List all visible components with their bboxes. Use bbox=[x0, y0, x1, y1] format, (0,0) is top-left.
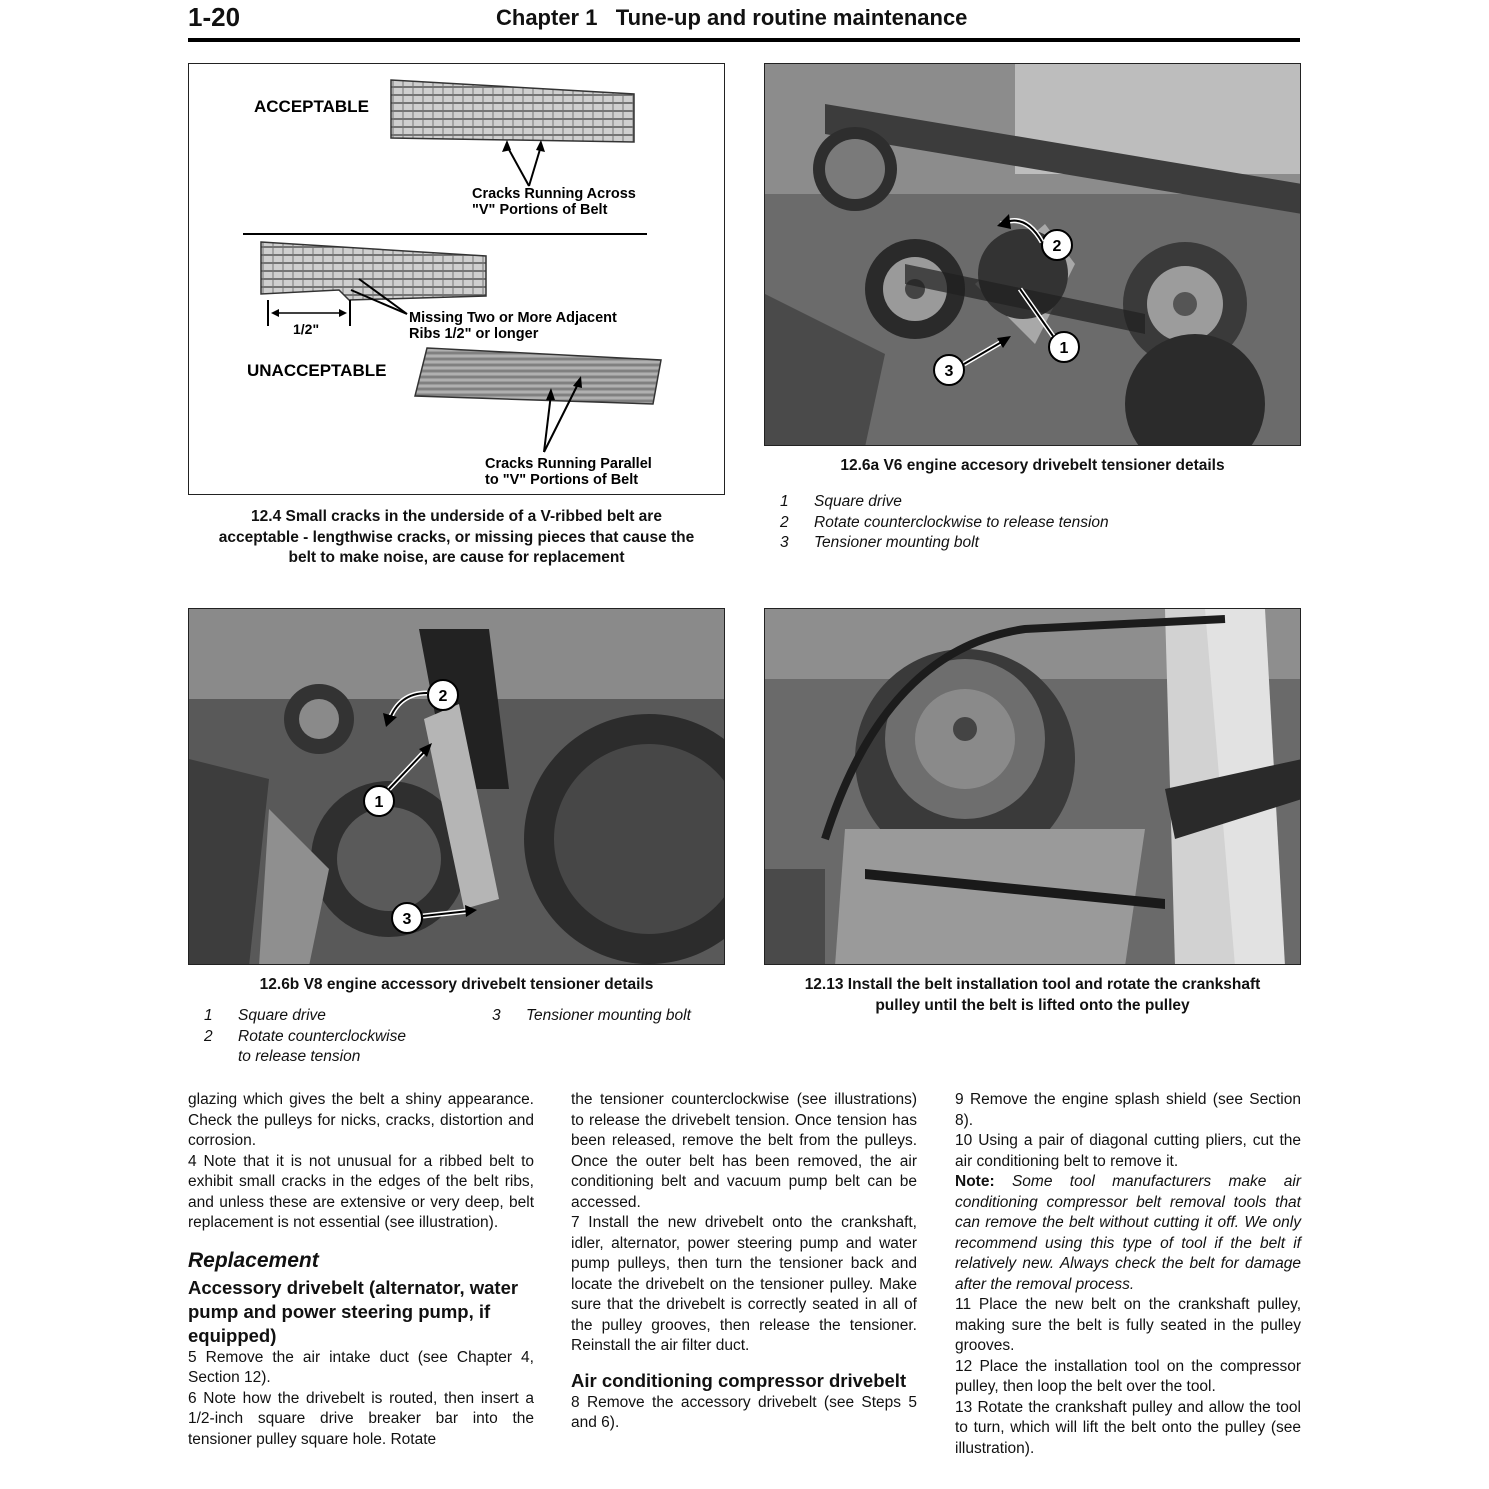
acceptable-belt bbox=[391, 80, 634, 142]
caption-12-4 bbox=[188, 507, 725, 569]
damaged-belt bbox=[261, 242, 486, 300]
caption-12-4-line-1: 12.4 Small cracks in the underside of a V-ribbed belt are bbox=[251, 508, 662, 525]
svg-text:3: 3 bbox=[402, 911, 412, 928]
callout-2 bbox=[428, 680, 458, 710]
legend-item: to release tension bbox=[238, 1048, 361, 1065]
paragraph-6: 6 Note how the drivebelt is routed, then insert a 1/2-inch square drive breaker bar into the tensioner pulley square hole. Rotate bbox=[188, 1389, 534, 1448]
callout-3 bbox=[934, 355, 964, 385]
text-column-2 bbox=[571, 1090, 917, 1434]
header-rule bbox=[188, 38, 1300, 42]
label-missing-2: Ribs 1/2" or longer bbox=[409, 326, 539, 342]
svg-text:2: 2 bbox=[438, 688, 448, 705]
legend-item: 2 Rotate counterclockwise to release tension bbox=[780, 513, 1109, 531]
figure-12-13 bbox=[764, 608, 1301, 965]
legend-12-6a bbox=[780, 492, 1300, 554]
legend-item: 1 Square drive bbox=[204, 1007, 326, 1024]
caption-12-13-line-1: 12.13 Install the belt installation tool and rotate the crankshaft bbox=[804, 976, 1261, 993]
paragraph-7: 7 Install the new drivebelt onto the crankshaft, idler, alternator, power steering pump and water pump pulleys, then turn the tensioner back and locate the drivebelt on the tensioner pulley. Make sure that the drivebelt is correctly seated in all of the pulley grooves, then release the tensioner. Reinstall the air filter duct. bbox=[571, 1214, 917, 1354]
v8-engine-photo bbox=[189, 609, 725, 965]
paragraph-9: 9 Remove the engine splash shield (see Section 8). bbox=[955, 1091, 1301, 1129]
paragraph: the tensioner counterclockwise (see illustrations) to release the drivebelt tension. Once tension has been released, remove the belt from the pulleys. Once the outer belt has been removed, the air conditioning belt and vacuum pump belt can be accessed. bbox=[571, 1091, 917, 1211]
figure-12-6a bbox=[764, 63, 1301, 446]
paragraph-11: 11 Place the new belt on the crankshaft pulley, making sure the belt is fully seated in the pulley grooves. bbox=[955, 1296, 1301, 1354]
ac-compressor-photo bbox=[765, 609, 1301, 965]
svg-text:1: 1 bbox=[1059, 340, 1069, 357]
legend-item: 3 Tensioner mounting bolt bbox=[780, 534, 979, 551]
note bbox=[955, 1172, 1301, 1295]
svg-text:3: 3 bbox=[944, 363, 954, 380]
caption-12-4-line-2: acceptable - lengthwise cracks, or missing pieces that cause the bbox=[218, 528, 695, 546]
callout-1 bbox=[364, 786, 394, 816]
label-unacceptable: UNACCEPTABLE bbox=[247, 361, 387, 380]
unacceptable-belt bbox=[415, 348, 661, 404]
caption-12-6b: 12.6b V8 engine accessory drivebelt tensioner details bbox=[259, 976, 654, 993]
page-number: 1-20 bbox=[188, 2, 241, 32]
caption-12-4-line-3: belt to make noise, are cause for replacement bbox=[288, 549, 625, 566]
label-cracks-across-2: "V" Portions of Belt bbox=[472, 202, 608, 218]
label-missing-1: Missing Two or More Adjacent bbox=[409, 310, 617, 326]
heading-ac-compressor-drivebelt: Air conditioning compressor drivebelt bbox=[571, 1369, 907, 1391]
svg-text:1: 1 bbox=[374, 794, 384, 811]
v6-engine-photo bbox=[765, 64, 1301, 446]
label-acceptable: ACCEPTABLE bbox=[254, 97, 369, 116]
caption-12-13-line-2: pulley until the belt is lifted onto the pulley bbox=[875, 996, 1190, 1014]
paragraph-8: 8 Remove the accessory drivebelt (see Steps 5 and 6). bbox=[571, 1393, 917, 1431]
figure-12-6b bbox=[188, 608, 725, 965]
legend-12-6b-item-3: 3 Tensioner mounting bolt bbox=[492, 1007, 691, 1024]
label-half-inch: 1/2" bbox=[293, 321, 320, 337]
caption-12-13 bbox=[764, 975, 1301, 1016]
callout-2 bbox=[1042, 230, 1072, 260]
paragraph-10: 10 Using a pair of diagonal cutting pliers, cut the air conditioning belt to remove it. bbox=[955, 1132, 1301, 1170]
heading-accessory-drivebelt: Accessory drivebelt (alternator, water pump and power steering pump, if equipped) bbox=[188, 1276, 519, 1346]
paragraph-12: 12 Place the installation tool on the compressor pulley, then loop the belt over the tool. bbox=[955, 1357, 1301, 1395]
svg-text:2: 2 bbox=[1052, 238, 1062, 255]
label-cracks-across-1: Cracks Running Across bbox=[472, 186, 636, 202]
label-parallel-1: Cracks Running Parallel bbox=[485, 456, 652, 472]
label-parallel-2: to "V" Portions of Belt bbox=[485, 472, 639, 488]
paragraph-13: 13 Rotate the crankshaft pulley and allow the tool to turn, which will lift the belt onto the pulley (see illustration). bbox=[955, 1398, 1301, 1457]
heading-replacement: Replacement bbox=[188, 1248, 319, 1272]
text-column-3 bbox=[955, 1090, 1301, 1459]
note-label: Note: bbox=[955, 1173, 995, 1190]
belt-wear-diagram bbox=[189, 64, 725, 495]
figure-12-4 bbox=[188, 63, 725, 495]
note-text: Some tool manufacturers make air conditioning compressor belt removal tools that can remove the belt without cutting it off. We only recommend using this type of tool if the belt if relatively new. Always check the belt for damage after the removal process. bbox=[955, 1173, 1301, 1293]
callout-1 bbox=[1049, 332, 1079, 362]
text-column-1 bbox=[188, 1090, 534, 1450]
legend-item: 2 Rotate counterclockwise bbox=[204, 1027, 406, 1045]
paragraph: glazing which gives the belt a shiny appearance. Check the pulleys for nicks, cracks, distortion and corrosion. bbox=[188, 1091, 534, 1149]
caption-12-6a: 12.6a V6 engine accesory drivebelt tensioner details bbox=[840, 457, 1225, 474]
paragraph-4: 4 Note that it is not unusual for a ribbed belt to exhibit small cracks in the edges of the belt ribs, and unless these are extensive or very deep, belt replacement is not essential (see illustration). bbox=[188, 1152, 534, 1231]
callout-3 bbox=[392, 903, 422, 933]
chapter-title: Chapter 1 Tune-up and routine maintenance bbox=[496, 5, 968, 30]
paragraph-5: 5 Remove the air intake duct (see Chapter 4, Section 12). bbox=[188, 1348, 534, 1386]
legend-item: 1 Square drive bbox=[780, 493, 902, 510]
